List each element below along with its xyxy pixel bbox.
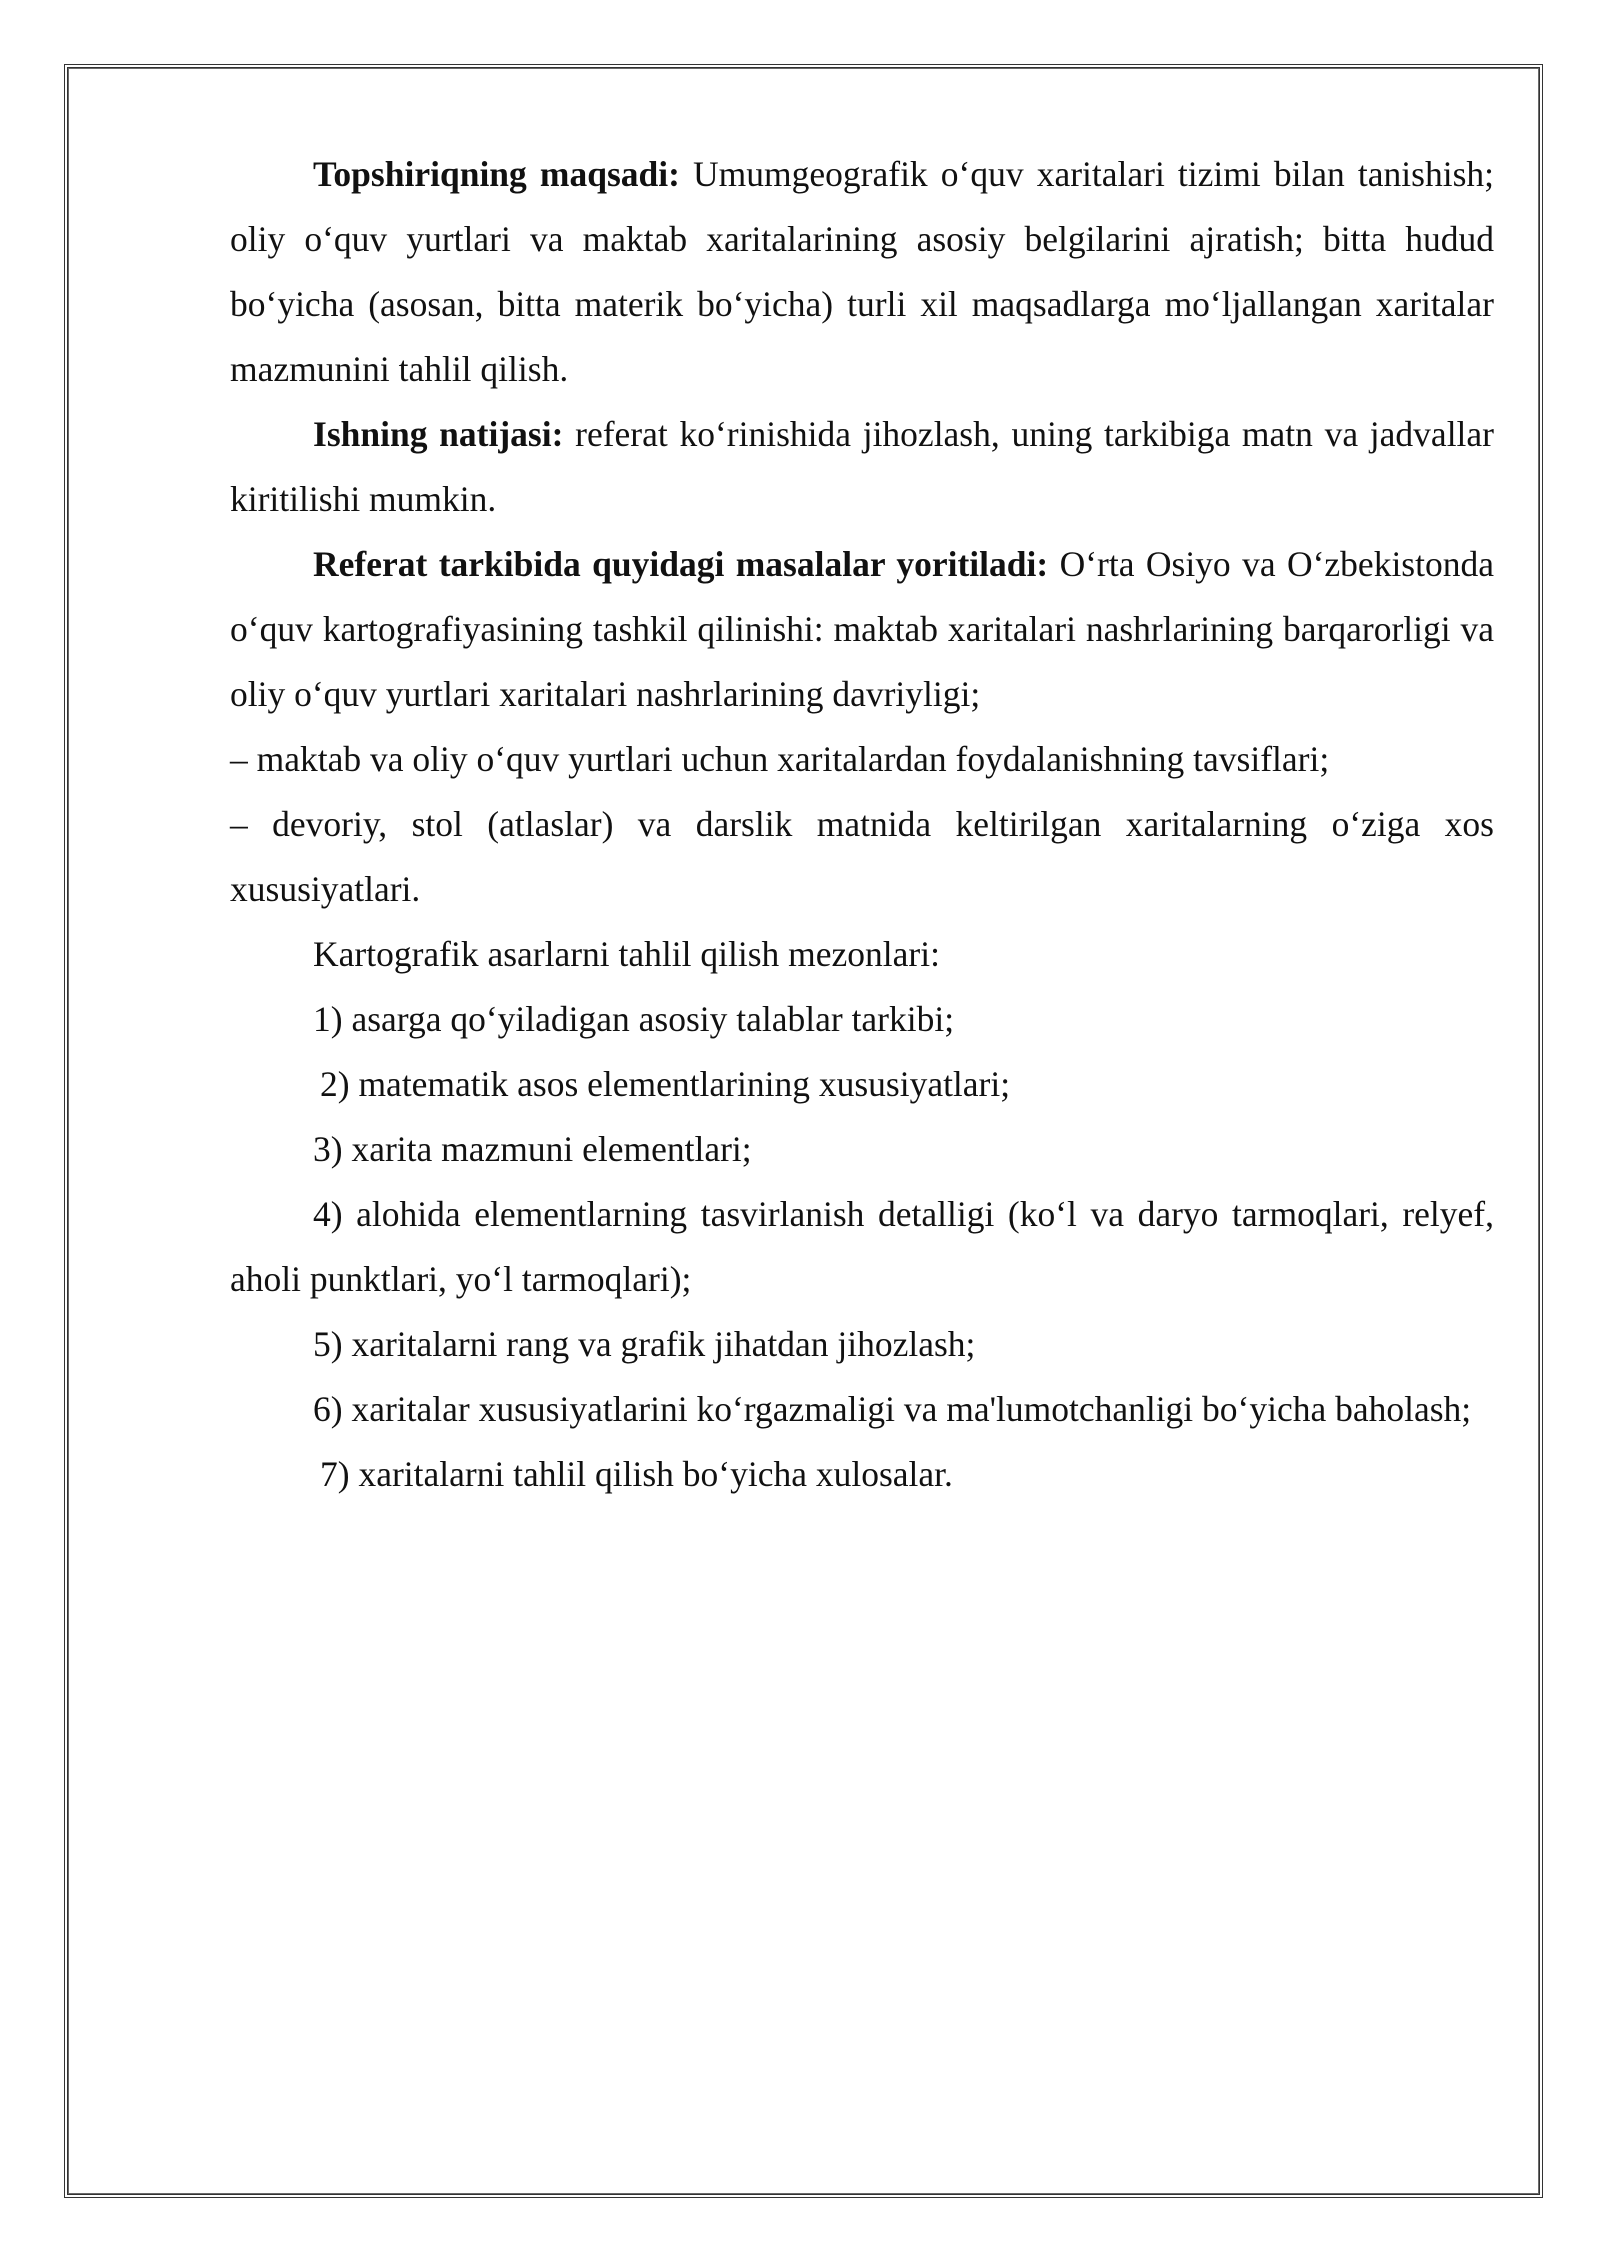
dash-item-usage: – maktab va oliy o‘quv yurtlari uchun xaritalardan foydalanishning tavsiflari;	[230, 739, 1330, 779]
report-topics-heading: Referat tarkibida quyidagi masalalar yoritiladi:	[313, 544, 1049, 584]
criteria-item-7: 7) xaritalarni tahlil qilish bo‘yicha xulosalar.	[320, 1454, 953, 1494]
goal-text: Umumgeografik o‘quv xaritalari tizimi bilan tanishish; oliy o‘quv yurtlari va maktab xaritalarining asosiy belgilarini ajratish; bitta hudud bo‘yicha (asosan, bitta materik bo‘yicha) turli xil maqsadlarga mo‘ljallangan xaritalar mazmunini tahlil qilish.	[230, 154, 1494, 389]
goal-heading: Topshiriqning maqsadi:	[313, 154, 680, 194]
document-body	[230, 142, 1494, 1507]
criteria-item-2: 2) matematik asos elementlarining xususiyatlari;	[320, 1064, 1011, 1104]
criteria-intro: Kartografik asarlarni tahlil qilish mezonlari:	[313, 934, 940, 974]
dash-item-features: – devoriy, stol (atlaslar) va darslik matnida keltirilgan xaritalarning o‘ziga xos xususiyatlari.	[230, 804, 1494, 909]
report-topics-text: O‘rta Osiyo va O‘zbekistonda o‘quv kartografiyasining tashkil qilinishi: maktab xaritalari nashrlarining barqarorligi va oliy o‘quv yurtlari xaritalari nashrlarining davriyligi;	[230, 544, 1494, 714]
criteria-item-6: 6) xaritalar xususiyatlarini ko‘rgazmaligi va ma'lumotchanligi bo‘yicha baholash;	[313, 1389, 1472, 1429]
paragraph-report-topics	[230, 532, 1494, 727]
criteria-item-4: 4) alohida elementlarning tasvirlanish detalligi (ko‘l va daryo tarmoqlari, relyef, aholi punktlari, yo‘l tarmoqlari);	[230, 1194, 1494, 1299]
paragraph-result	[230, 402, 1494, 532]
criteria-item-5: 5) xaritalarni rang va grafik jihatdan jihozlash;	[313, 1324, 976, 1364]
criteria-item-3: 3) xarita mazmuni elementlari;	[313, 1129, 752, 1169]
paragraph-goal	[230, 142, 1494, 402]
result-heading: Ishning natijasi:	[313, 414, 564, 454]
criteria-item-1: 1) asarga qo‘yiladigan asosiy talablar tarkibi;	[313, 999, 955, 1039]
result-text: referat ko‘rinishida jihozlash, uning tarkibiga matn va jadvallar kiritilishi mumkin.	[230, 414, 1494, 519]
